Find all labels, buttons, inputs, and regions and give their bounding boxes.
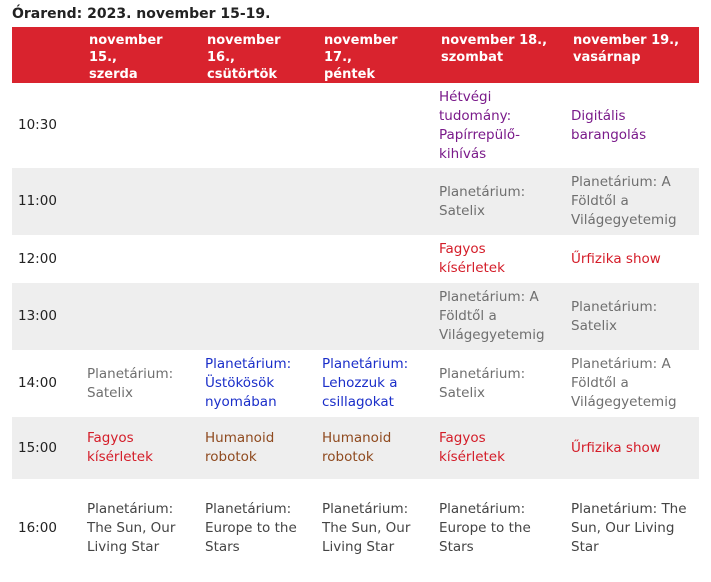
schedule-row [12,417,699,479]
day-header-cell [77,27,195,83]
event-cell[interactable]: Humanoid robotok [322,430,392,465]
day-weekday: szerda [89,67,138,82]
empty-cell [312,283,429,350]
time-header-cell [12,27,77,83]
day-weekday: szombat [441,50,504,65]
schedule-caption: Órarend: 2023. november 15-19. [12,6,271,22]
empty-cell [312,83,429,168]
event-cell[interactable]: Planetárium: A Földtől a Világegyetemig [439,289,545,343]
time-cell: 15:00 [18,439,57,456]
day-header-cell [195,27,312,83]
event-cell[interactable]: Planetárium: Satelix [439,183,526,219]
schedule-row [12,479,699,577]
time-cell: 14:00 [18,375,57,391]
empty-cell [195,283,312,350]
event-cell[interactable]: Planetárium: The Sun, Our Living Star [322,500,411,555]
event-cell[interactable]: Planetárium: Satelix [571,298,658,334]
day-date: november 17., [324,33,398,65]
day-date: november 18., [441,33,548,48]
day-weekday: péntek [324,67,376,82]
event-cell[interactable]: Planetárium: Satelix [87,365,174,401]
event-cell[interactable]: Űrfizika show [571,439,661,456]
empty-cell [195,235,312,283]
event-cell[interactable]: Planetárium: Satelix [439,365,526,401]
schedule-header-row [12,27,699,83]
event-cell[interactable]: Planetárium: A Földtől a Világegyetemig [571,356,677,410]
event-cell[interactable]: Planetárium: Üstökösök nyomában [205,356,292,410]
day-date: november 15., [89,33,163,65]
event-cell[interactable]: Planetárium: The Sun, Our Living Star [571,500,687,555]
time-cell: 10:30 [18,117,57,133]
event-cell[interactable]: Planetárium: A Földtől a Világegyetemig [571,174,677,228]
schedule-table [12,27,699,577]
schedule-row [12,83,699,168]
event-cell[interactable]: Planetárium: Europe to the Stars [439,500,531,555]
event-cell[interactable]: Humanoid robotok [205,430,275,465]
event-cell[interactable]: Digitális barangolás [571,107,647,143]
schedule-row [12,168,699,235]
empty-cell [312,235,429,283]
empty-cell [77,235,195,283]
event-cell[interactable]: Hétvégi tudomány: Papírrepülő-kihívás [439,88,521,162]
schedule-body [12,83,699,577]
day-header-cell [429,27,561,83]
day-weekday: csütörtök [207,67,278,82]
empty-cell [195,168,312,235]
time-cell: 16:00 [18,519,57,536]
schedule-row [12,350,699,417]
empty-cell [77,83,195,168]
event-cell[interactable]: Fagyos kísérletek [439,241,505,276]
empty-cell [195,83,312,168]
event-cell[interactable]: Planetárium: Europe to the Stars [205,500,297,555]
event-cell[interactable]: Űrfizika show [571,250,661,267]
day-date: november 16., [207,33,281,65]
time-cell: 13:00 [18,308,57,324]
day-header-cell [561,27,699,83]
day-header-cell [312,27,429,83]
day-weekday: vasárnap [573,50,641,65]
schedule-row [12,235,699,283]
empty-cell [312,168,429,235]
empty-cell [77,283,195,350]
day-date: november 19., [573,33,680,48]
schedule-row [12,283,699,350]
event-cell[interactable]: Fagyos kísérletek [87,430,153,465]
empty-cell [77,168,195,235]
event-cell[interactable]: Fagyos kísérletek [439,430,505,465]
event-cell[interactable]: Planetárium: The Sun, Our Living Star [87,500,176,555]
event-cell[interactable]: Planetárium: Lehozzuk a csillagokat [322,356,409,410]
time-cell: 12:00 [18,250,57,267]
time-cell: 11:00 [18,193,57,209]
